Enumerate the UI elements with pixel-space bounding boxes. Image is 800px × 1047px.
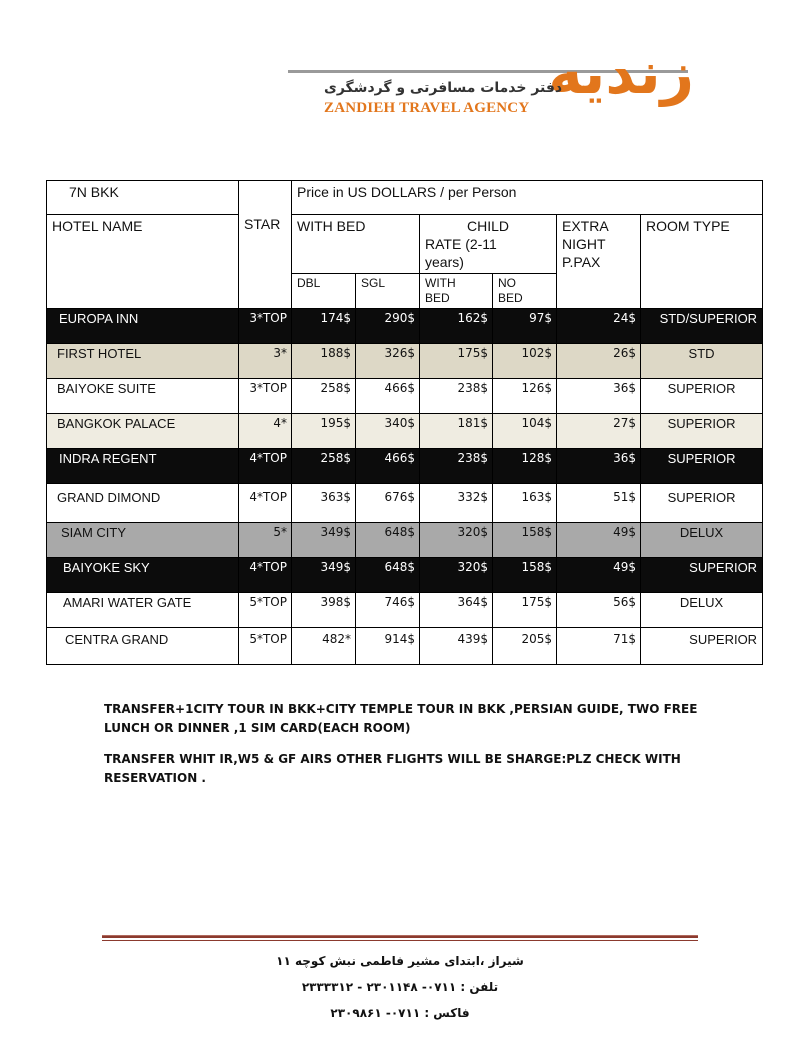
hotel-star: 3*TOP [239, 379, 292, 414]
hotel-name: INDRA REGENT [47, 449, 239, 484]
hotel-name: CENTRA GRAND [47, 628, 239, 665]
price-sgl: 290$ [356, 309, 420, 344]
price-dbl: 349$ [292, 523, 356, 558]
inclusions-note: TRANSFER+1CITY TOUR IN BKK+CITY TEMPLE TOUR IN BKK ,PERSIAN GUIDE, TWO FREE LUNCH OR DINNER ,1 SIM CARD(EACH ROOM) [104, 702, 698, 735]
price-extra-night: 26$ [557, 344, 641, 379]
logo-english-name: ZANDIEH TRAVEL AGENCY [324, 100, 530, 116]
price-extra-night: 49$ [557, 523, 641, 558]
price-sgl: 676$ [356, 484, 420, 523]
price-child-no-bed: 205$ [493, 628, 557, 665]
hotel-name: SIAM CITY [47, 523, 239, 558]
table-row [47, 558, 763, 593]
hotel-name: BANGKOK PALACE [47, 414, 239, 449]
price-extra-night: 24$ [557, 309, 641, 344]
footer-divider [102, 935, 698, 938]
price-extra-night: 49$ [557, 558, 641, 593]
room-type: SUPERIOR [641, 558, 763, 593]
header-child-with-bed-text: WITH BED [425, 276, 456, 305]
hotel-star: 5*TOP [239, 593, 292, 628]
price-extra-night: 36$ [557, 379, 641, 414]
price-child-no-bed: 97$ [493, 309, 557, 344]
price-dbl: 188$ [292, 344, 356, 379]
header-room-type: ROOM TYPE [641, 215, 763, 309]
price-child-with-bed: 162$ [420, 309, 493, 344]
header-star: STAR [239, 181, 292, 309]
header-child-no-bed [493, 274, 557, 309]
room-type: SUPERIOR [641, 379, 763, 414]
table-row [47, 628, 763, 665]
header-with-bed: WITH BED [292, 215, 420, 274]
footer-fax: فاکس : ۰۷۱۱- ۲۳۰۹۸۶۱ [330, 1006, 470, 1020]
table-row [47, 344, 763, 379]
room-type: SUPERIOR [641, 484, 763, 523]
price-child-no-bed: 128$ [493, 449, 557, 484]
footer-address: شیراز ،ابتدای مشیر فاطمی نبش کوچه ۱۱ [276, 954, 524, 968]
header-sgl: SGL [356, 274, 420, 309]
logo-mark: زندیه [548, 39, 694, 107]
table-row [47, 523, 763, 558]
price-dbl: 195$ [292, 414, 356, 449]
hotel-star: 4*TOP [239, 484, 292, 523]
header-dbl: DBL [292, 274, 356, 309]
price-child-with-bed: 364$ [420, 593, 493, 628]
room-type: STD/SUPERIOR [641, 309, 763, 344]
price-extra-night: 36$ [557, 449, 641, 484]
header-hotel-name: HOTEL NAME [47, 215, 239, 309]
header-child-rate: RATE (2-11 years) [425, 236, 497, 270]
footer-contact [200, 948, 600, 1026]
price-note: Price in US DOLLARS / per Person [292, 181, 763, 215]
room-type: DELUX [641, 523, 763, 558]
price-child-no-bed: 158$ [493, 558, 557, 593]
transfer-note: TRANSFER WHIT IR,W5 & GF AIRS OTHER FLIGHTS WILL BE SHARGE:PLZ CHECK WITH RESERVATION . [104, 752, 681, 785]
footer-phone: تلفن : ۰۷۱۱- ۲۳۰۱۱۴۸ - ۲۳۳۳۳۱۲ [301, 980, 499, 994]
price-sgl: 466$ [356, 379, 420, 414]
price-sgl: 466$ [356, 449, 420, 484]
price-child-with-bed: 238$ [420, 379, 493, 414]
room-type: SUPERIOR [641, 449, 763, 484]
price-child-with-bed: 181$ [420, 414, 493, 449]
hotel-name: BAIYOKE SKY [47, 558, 239, 593]
price-child-no-bed: 175$ [493, 593, 557, 628]
table-row [47, 309, 763, 344]
price-dbl: 482* [292, 628, 356, 665]
price-child-with-bed: 175$ [420, 344, 493, 379]
price-extra-night: 56$ [557, 593, 641, 628]
header-child [420, 215, 557, 274]
hotel-name: FIRST HOTEL [47, 344, 239, 379]
table-row [47, 414, 763, 449]
price-sgl: 326$ [356, 344, 420, 379]
price-child-no-bed: 126$ [493, 379, 557, 414]
price-dbl: 174$ [292, 309, 356, 344]
header-extra-night-text: EXTRA NIGHT P.PAX [562, 218, 608, 270]
header-child-no-bed-text: NO BED [498, 276, 523, 305]
room-type: SUPERIOR [641, 628, 763, 665]
room-type: DELUX [641, 593, 763, 628]
header-child-title: CHILD [466, 218, 509, 234]
hotel-star: 4*TOP [239, 558, 292, 593]
price-sgl: 746$ [356, 593, 420, 628]
price-child-with-bed: 439$ [420, 628, 493, 665]
price-dbl: 363$ [292, 484, 356, 523]
price-extra-night: 51$ [557, 484, 641, 523]
price-child-with-bed: 332$ [420, 484, 493, 523]
price-child-no-bed: 158$ [493, 523, 557, 558]
hotel-star: 4*TOP [239, 449, 292, 484]
hotel-name: GRAND DIMOND [47, 484, 239, 523]
table-row [47, 484, 763, 523]
footer-divider-thin [102, 940, 698, 941]
price-table [46, 180, 763, 665]
price-sgl: 340$ [356, 414, 420, 449]
hotel-star: 5*TOP [239, 628, 292, 665]
price-child-with-bed: 238$ [420, 449, 493, 484]
price-extra-night: 71$ [557, 628, 641, 665]
price-child-no-bed: 102$ [493, 344, 557, 379]
hotel-star: 4* [239, 414, 292, 449]
table-row [47, 379, 763, 414]
agency-logo [288, 40, 698, 130]
price-dbl: 258$ [292, 379, 356, 414]
hotel-star: 3* [239, 344, 292, 379]
table-row [47, 593, 763, 628]
room-type: STD [641, 344, 763, 379]
price-child-no-bed: 104$ [493, 414, 557, 449]
price-child-no-bed: 163$ [493, 484, 557, 523]
hotel-star: 3*TOP [239, 309, 292, 344]
price-dbl: 398$ [292, 593, 356, 628]
hotel-star: 5* [239, 523, 292, 558]
price-sgl: 648$ [356, 558, 420, 593]
price-child-with-bed: 320$ [420, 558, 493, 593]
price-child-with-bed: 320$ [420, 523, 493, 558]
logo-persian-tagline: دفتر خدمات مسافرتی و گردشگری [324, 80, 563, 96]
package-notes [104, 700, 714, 800]
price-dbl: 258$ [292, 449, 356, 484]
hotel-name: BAIYOKE SUITE [47, 379, 239, 414]
table-row [47, 449, 763, 484]
price-dbl: 349$ [292, 558, 356, 593]
header-child-with-bed [420, 274, 493, 309]
header-extra-night [557, 215, 641, 309]
price-extra-night: 27$ [557, 414, 641, 449]
hotel-name: EUROPA INN [47, 309, 239, 344]
room-type: SUPERIOR [641, 414, 763, 449]
package-label: 7N BKK [47, 181, 239, 215]
hotel-name: AMARI WATER GATE [47, 593, 239, 628]
price-sgl: 648$ [356, 523, 420, 558]
price-sgl: 914$ [356, 628, 420, 665]
